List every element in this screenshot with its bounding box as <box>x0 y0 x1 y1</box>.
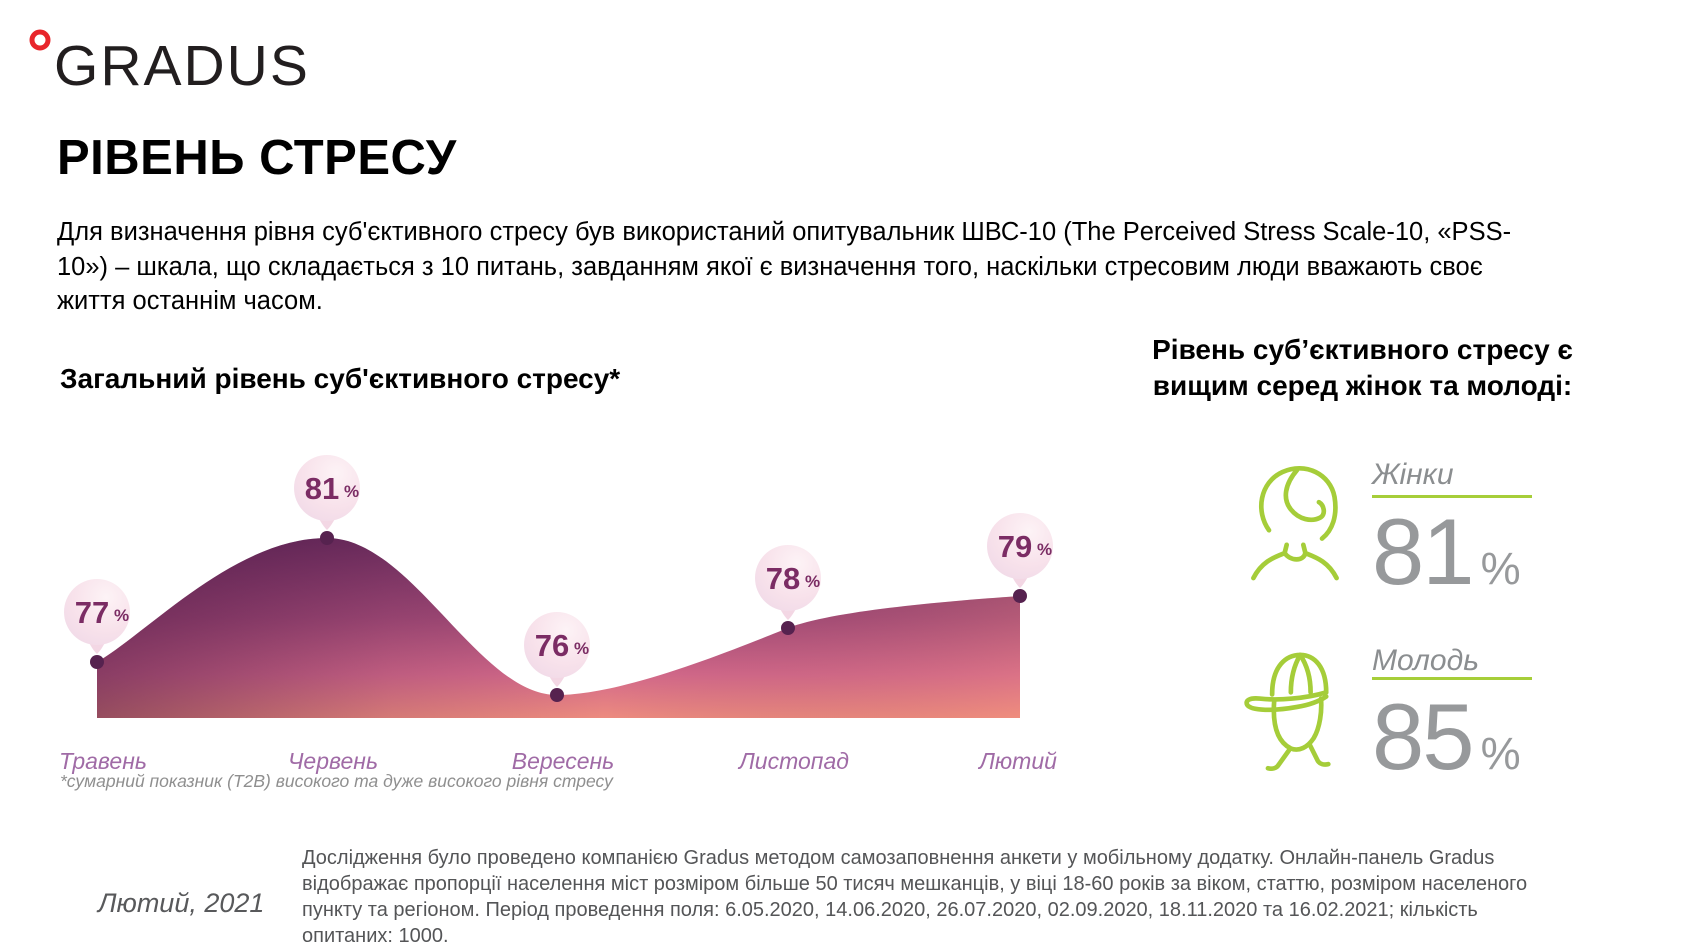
data-point-dot <box>781 621 795 635</box>
bubble-unit: % <box>574 639 590 658</box>
data-point-dot <box>320 531 334 545</box>
logo <box>28 28 310 98</box>
x-axis-label: Лютий <box>979 748 1057 774</box>
stat-value <box>1372 684 1521 789</box>
bubble-value: 79 <box>997 529 1033 564</box>
methodology-text: Дослідження було проведено компанією Gradus методом самозаповнення анкети у мобільному додатку. Онлайн-панель Gradus відображає пропорції населення міст розміром більше 50 тисяч мешканців, у віці 18-60 років за віком, статтю, розміром населеного пункту та регіоном. Період проведення поля: 6.05.2020, 14.06.2020, 26.07.2020, 02.09.2020, 18.11.2020 та 16.02.2021; кількість опитаних: 1000. <box>302 847 1528 947</box>
bubble-value: 78 <box>765 561 801 596</box>
page-title: РІВЕНЬ СТРЕСУ <box>57 131 457 185</box>
logo-text: GRADUS <box>54 34 310 98</box>
x-axis-label: Травень <box>59 748 147 774</box>
chart-footnote: *сумарний показник (Т2В) високого та дуже високого рівня стресу <box>60 771 613 791</box>
stat-label: Молодь <box>1372 644 1479 677</box>
data-point-bubble-травень <box>64 579 130 645</box>
chart-title: Загальний рівень суб'єктивного стресу* <box>60 363 621 394</box>
bubble-value: 77 <box>74 595 110 630</box>
highlights-heading-line1: Рівень суб’єктивного стресу є <box>1152 334 1573 365</box>
stat-unit: % <box>1480 543 1521 594</box>
x-axis-label: Листопад <box>739 748 849 774</box>
data-point-bubble-листопад <box>755 545 821 611</box>
young-person-icon <box>1243 645 1347 773</box>
highlights-heading-line2: вищим серед жінок та молоді: <box>1152 370 1573 401</box>
stat-unit: % <box>1480 728 1521 779</box>
woman-icon <box>1243 460 1347 588</box>
highlights-heading <box>1065 332 1660 404</box>
stat-number: 81 <box>1372 499 1473 604</box>
bubble-value: 76 <box>534 628 570 663</box>
data-point-dot <box>550 688 564 702</box>
data-point-bubble-вересень <box>524 612 590 678</box>
stat-number: 85 <box>1372 684 1473 789</box>
stat-underline <box>1372 495 1532 498</box>
x-axis-label: Вересень <box>511 748 615 774</box>
data-point-bubble-лютий <box>987 513 1053 579</box>
stress-area-chart <box>0 400 1100 800</box>
bubble-unit: % <box>114 606 130 625</box>
x-axis-label: Червень <box>287 748 379 774</box>
data-point-dot <box>90 655 104 669</box>
bubble-value: 81 <box>304 471 340 506</box>
logo-mark-icon <box>28 28 54 54</box>
stat-underline <box>1372 677 1532 680</box>
bubble-unit: % <box>344 482 360 501</box>
bubble-unit: % <box>1037 540 1053 559</box>
bubble-unit: % <box>805 572 821 591</box>
data-point-bubble-червень <box>294 455 360 521</box>
data-point-dot <box>1013 589 1027 603</box>
stat-label: Жінки <box>1372 458 1454 491</box>
intro-text: Для визначення рівня суб'єктивного стресу був використаний опитувальник ШВС-10 (The Perceived Stress Scale-10, «PSS-10») – шкала, що складається з 10 питань, завданням якої є визначення того, наскільки стресовим люди вважають своє життя останнім часом. <box>57 218 1512 315</box>
stat-value <box>1372 499 1521 604</box>
report-date: Лютий, 2021 <box>98 888 265 918</box>
